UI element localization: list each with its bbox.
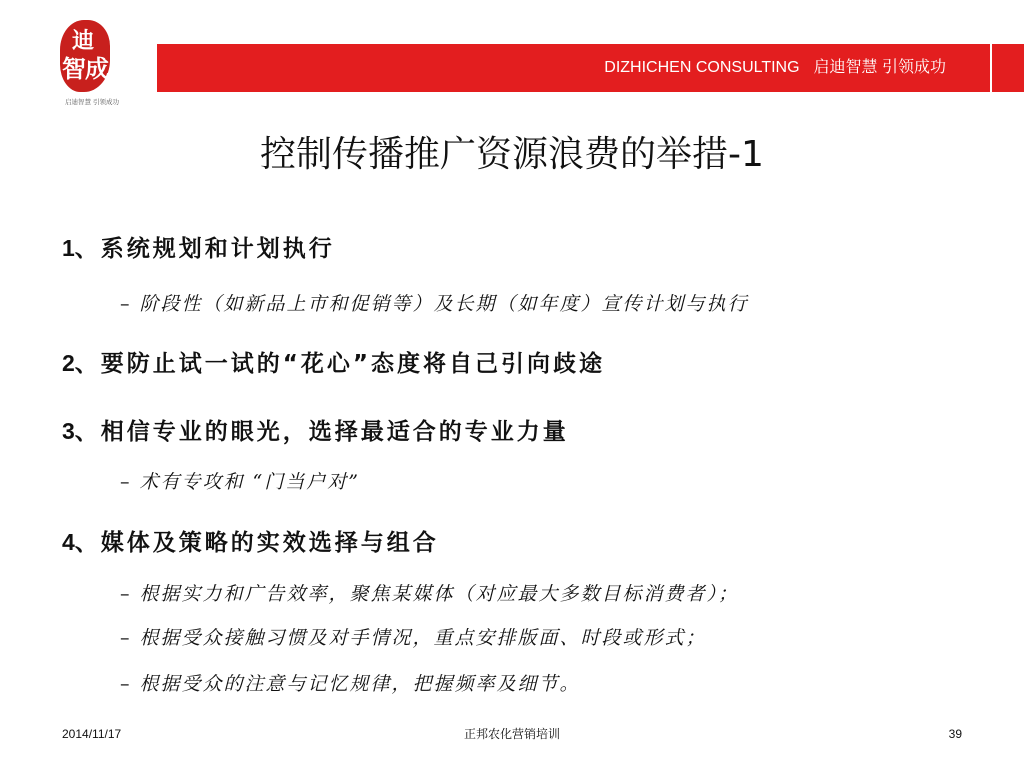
point-2: [62, 345, 605, 382]
point-4-sub-1-text: 根据实力和广告效率，聚焦某媒体（对应最大多数目标消费者）；: [139, 583, 740, 605]
point-4-text: 、媒体及策略的实效选择与组合: [74, 530, 439, 556]
header-bar: [157, 44, 990, 92]
point-4-sub-1: [120, 578, 739, 610]
point-1-sub-1: [120, 288, 749, 320]
logo-tagline: 启迪智慧 引领成功: [64, 98, 120, 106]
point-4-sub-2: [120, 622, 707, 654]
point-3-sub-1: [120, 466, 360, 498]
point-1-text: 、系统规划和计划执行: [74, 236, 335, 262]
bullet-dash: –: [120, 673, 130, 695]
company-logo: [52, 18, 132, 118]
header-accent-block: [992, 44, 1024, 92]
logo-seal-char-1: 迪: [72, 28, 95, 54]
point-4: [62, 524, 439, 561]
point-4-sub-3: [120, 668, 581, 700]
point-4-sub-2-text: 根据受众接触习惯及对手情况，重点安排版面、时段或形式；: [139, 627, 707, 649]
point-1: [62, 230, 335, 267]
point-1-sub-1-text: 阶段性（如新品上市和促销等）及长期（如年度）宣传计划与执行: [139, 293, 749, 315]
point-3: [62, 413, 569, 450]
point-4-number: 4: [62, 529, 75, 555]
point-2-text: 、要防止试一试的“花心”态度将自己引向歧途: [74, 351, 606, 377]
bullet-dash: –: [120, 627, 130, 649]
slide-title: 控制传播推广资源浪费的举措-1: [260, 134, 764, 175]
bullet-dash: –: [120, 583, 130, 605]
point-2-number: 2: [62, 350, 75, 376]
bullet-dash: –: [120, 471, 130, 493]
point-3-text: 、相信专业的眼光，选择最适合的专业力量: [74, 419, 569, 445]
point-3-sub-1-text: 术有专攻和 “门当户对”: [139, 471, 360, 493]
logo-seal: [60, 20, 110, 92]
footer-date: 2014/11/17: [62, 727, 122, 741]
point-4-sub-3-text: 根据受众的注意与记忆规律，把握频率及细节。: [139, 673, 581, 695]
header-slogan: 启迪智慧 引领成功: [813, 59, 946, 76]
footer-center-text: 正邦农化营销培训: [463, 727, 560, 741]
header-consulting: DIZHICHEN CONSULTING: [604, 59, 800, 76]
page-number: 39: [948, 727, 962, 741]
header-text: [604, 58, 946, 78]
logo-seal-char-2: 智成: [62, 54, 108, 83]
bullet-dash: –: [120, 293, 130, 315]
point-1-number: 1: [62, 235, 75, 261]
point-3-number: 3: [62, 418, 75, 444]
